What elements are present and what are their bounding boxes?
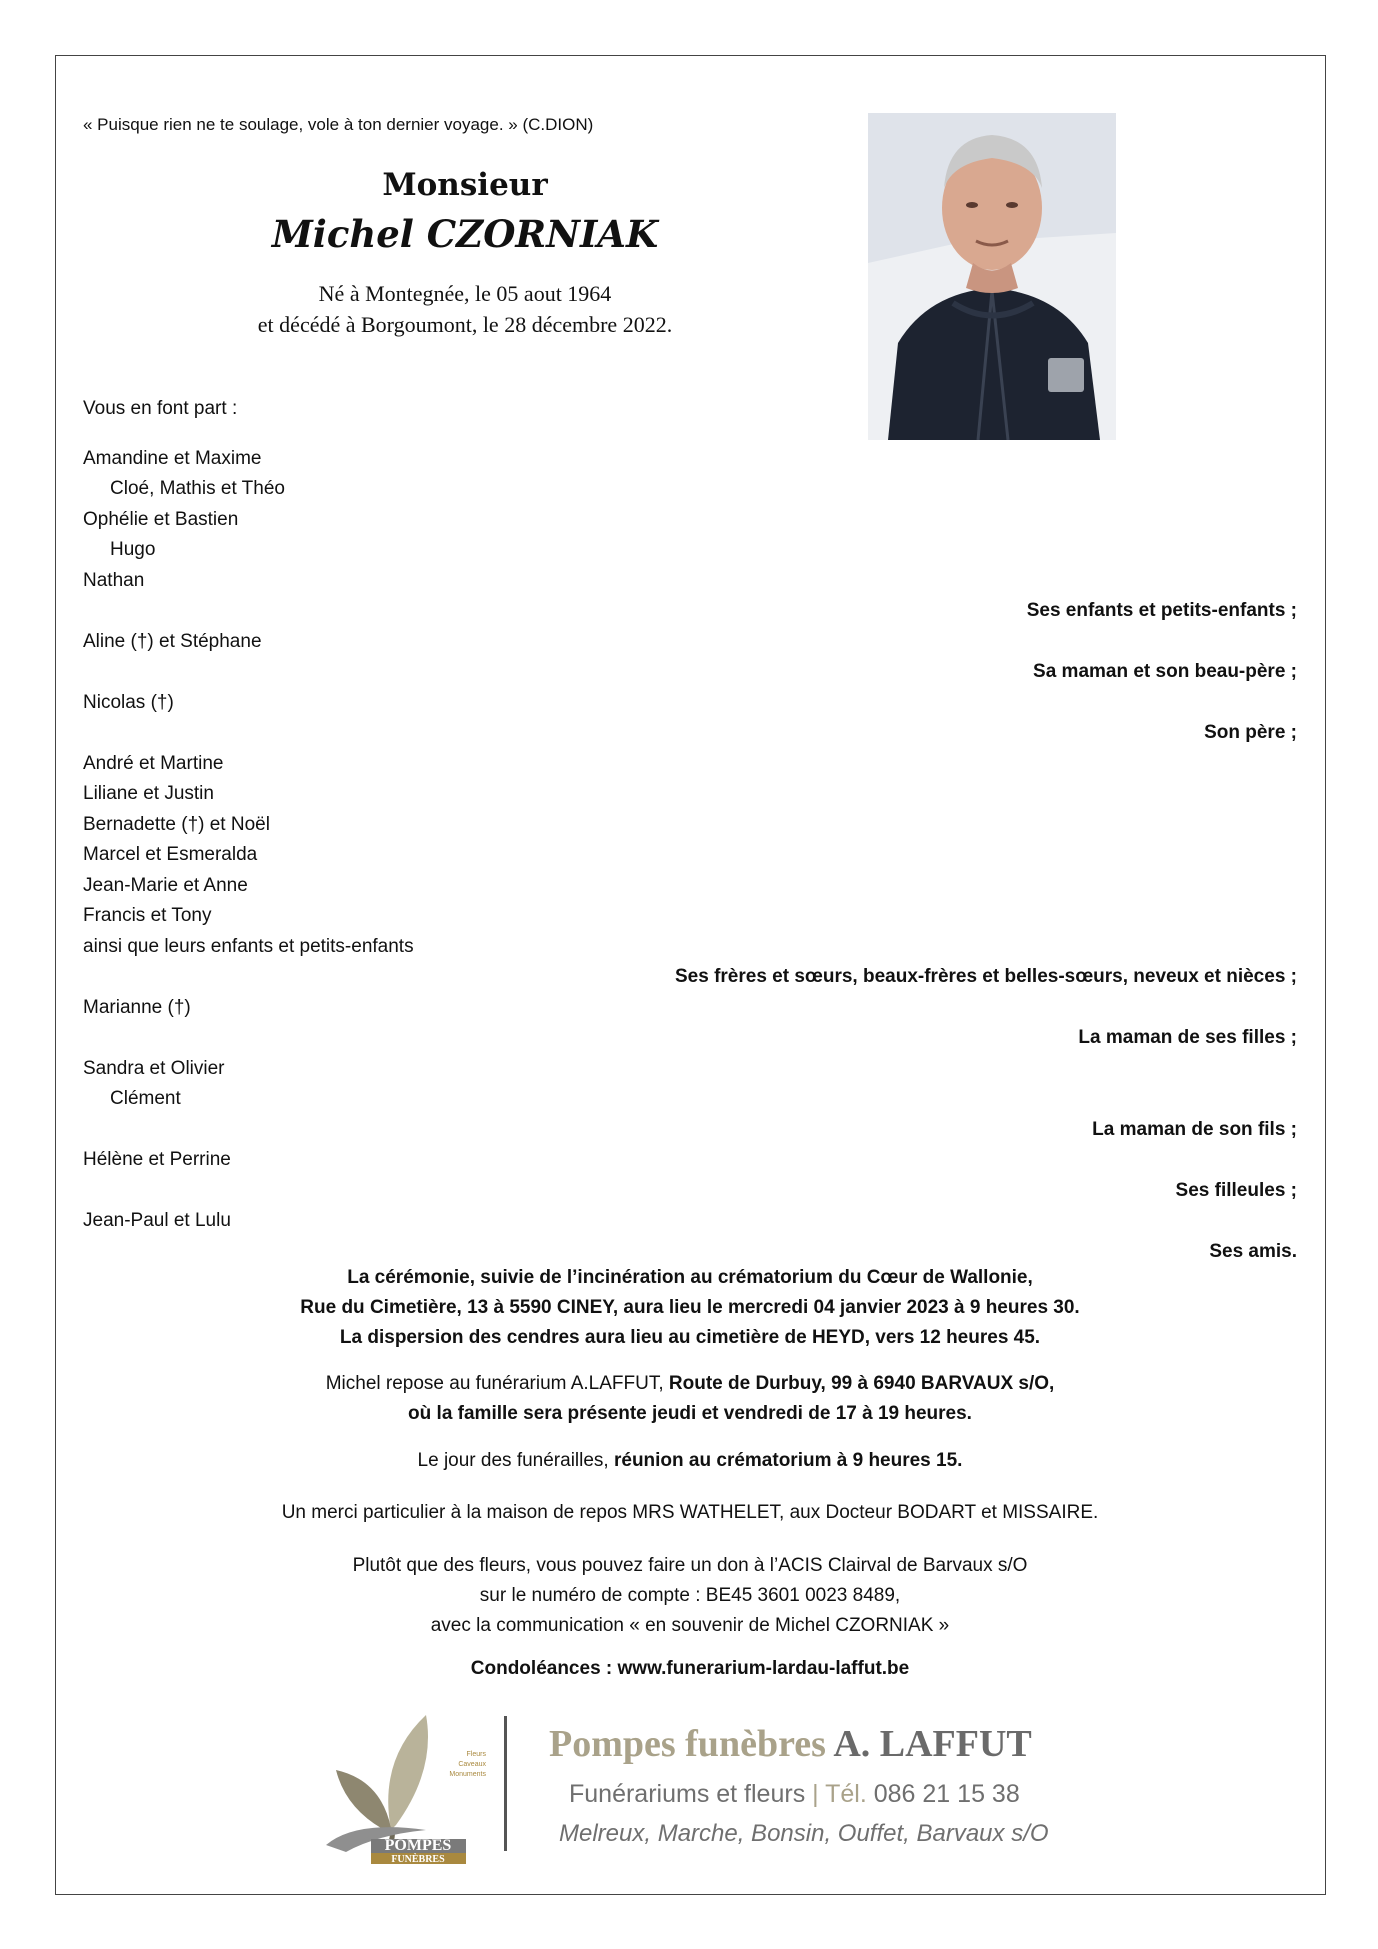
relation-label: Son père ;: [1204, 722, 1297, 743]
list-item: Marianne (†): [83, 997, 191, 1018]
logo-small-fleurs: Fleurs: [466, 1751, 486, 1758]
death-line: et décédé à Borgoumont, le 28 décembre 2022.: [257, 312, 673, 337]
list-item: Jean-Marie et Anne: [83, 875, 248, 896]
funeral-day-text: Le jour des funérailles,: [417, 1450, 614, 1471]
quote: « Puisque rien ne te soulage, vole à ton dernier voyage. » (C.DION): [83, 115, 594, 134]
brand-name-owner: A. LAFFUT: [833, 1723, 1032, 1765]
relation-label: Ses filleules ;: [1175, 1180, 1297, 1201]
list-item: Cloé, Mathis et Théo: [110, 478, 285, 499]
thanks-line: Un merci particulier à la maison de repos MRS WATHELET, aux Docteur BODART et MISSAIRE.: [281, 1502, 1099, 1523]
tagline-text: Funérariums et fleurs: [569, 1780, 813, 1808]
brand-name: [549, 1722, 1032, 1766]
ceremony-info: [83, 1263, 1297, 1353]
intro-text: Vous en font part :: [83, 398, 238, 419]
logo-small-monuments: Monuments: [449, 1771, 486, 1778]
funeral-day-meeting: réunion au crématorium à 9 heures 15.: [613, 1450, 963, 1471]
list-item: Bernadette (†) et Noël: [83, 814, 270, 835]
repose-line: [83, 1369, 1297, 1399]
list-item: Amandine et Maxime: [83, 448, 262, 469]
thanks-text: [83, 1498, 1297, 1528]
donation-line: avec la communication « en souvenir de Michel CZORNIAK »: [430, 1615, 950, 1636]
relation-label: Sa maman et son beau-père ;: [1033, 661, 1297, 682]
repose-text: Michel repose au funérarium A.LAFFUT,: [325, 1373, 669, 1394]
logo-divider: [504, 1716, 507, 1851]
list-item: André et Martine: [83, 753, 224, 774]
leaf-emblem-icon: [316, 1700, 496, 1865]
list-item: Ophélie et Bastien: [83, 509, 239, 530]
birth-death-info: [160, 278, 770, 340]
logo-word-funebres: FUNÈBRES: [391, 1854, 445, 1865]
relation-label: La maman de ses filles ;: [1078, 1027, 1297, 1048]
honorific: Monsieur: [382, 167, 548, 203]
list-item: Clément: [110, 1088, 181, 1109]
list-item: Nicolas (†): [83, 692, 174, 713]
ceremony-line: Rue du Cimetière, 13 à 5590 CINEY, aura lieu le mercredi 04 janvier 2023 à 9 heures 30.: [300, 1297, 1080, 1318]
list-item: Nathan: [83, 570, 145, 591]
ceremony-line: La dispersion des cendres aura lieu au cimetière de HEYD, vers 12 heures 45.: [339, 1327, 1041, 1348]
funeral-home-logo: [316, 1700, 1076, 1870]
list-item: Francis et Tony: [83, 905, 212, 926]
donation-line: sur le numéro de compte : BE45 3601 0023 8489,: [479, 1585, 901, 1606]
repose-address: Route de Durbuy, 99 à 6940 BARVAUX s/O,: [668, 1373, 1055, 1394]
tagline-phone-label: | Tél.: [812, 1780, 874, 1808]
donation-line: Plutôt que des fleurs, vous pouvez faire un don à l’ACIS Clairval de Barvaux s/O: [352, 1555, 1028, 1576]
birth-line: Né à Montegnée, le 05 aout 1964: [318, 281, 612, 306]
relation-label: Ses enfants et petits-enfants ;: [1026, 600, 1297, 621]
condolences-link[interactable]: Condoléances : www.funerarium-lardau-laffut.be: [470, 1658, 910, 1679]
funeral-day-info: [83, 1446, 1297, 1476]
brand-tagline: [569, 1780, 1020, 1809]
portrait-illustration: [868, 113, 1116, 440]
relation-label: Ses frères et sœurs, beaux-frères et belles-sœurs, neveux et nièces ;: [675, 966, 1297, 987]
list-item: Hugo: [110, 539, 156, 560]
list-item: Sandra et Olivier: [83, 1058, 225, 1079]
list-item: Jean-Paul et Lulu: [83, 1210, 231, 1231]
list-item: ainsi que leurs enfants et petits-enfants: [83, 936, 414, 957]
brand-name-part: Pompes funèbres: [549, 1723, 834, 1765]
ceremony-line: La cérémonie, suivie de l’incinération au crématorium du Cœur de Wallonie,: [347, 1267, 1033, 1288]
relation-label: La maman de son fils ;: [1092, 1119, 1297, 1140]
list-item: Aline (†) et Stéphane: [83, 631, 262, 652]
list-item: Marcel et Esmeralda: [83, 844, 258, 865]
funeral-day-line: [83, 1446, 1297, 1476]
donation-info: [83, 1551, 1297, 1641]
repose-hours: où la famille sera présente jeudi et vendredi de 17 à 19 heures.: [408, 1403, 972, 1424]
list-item: Hélène et Perrine: [83, 1149, 231, 1170]
logo-word-pompes: POMPES: [384, 1837, 452, 1854]
deceased-name: Michel CZORNIAK: [271, 212, 659, 256]
list-item: Liliane et Justin: [83, 783, 214, 804]
portrait-photo: [868, 113, 1116, 440]
brand-locations: Melreux, Marche, Bonsin, Ouffet, Barvaux s/O: [559, 1820, 1049, 1847]
tagline-phone[interactable]: 086 21 15 38: [873, 1780, 1020, 1808]
relation-label: Ses amis.: [1209, 1241, 1297, 1262]
repose-info: [83, 1369, 1297, 1429]
logo-small-caveaux: Caveaux: [458, 1761, 486, 1768]
condolences: [83, 1654, 1297, 1684]
